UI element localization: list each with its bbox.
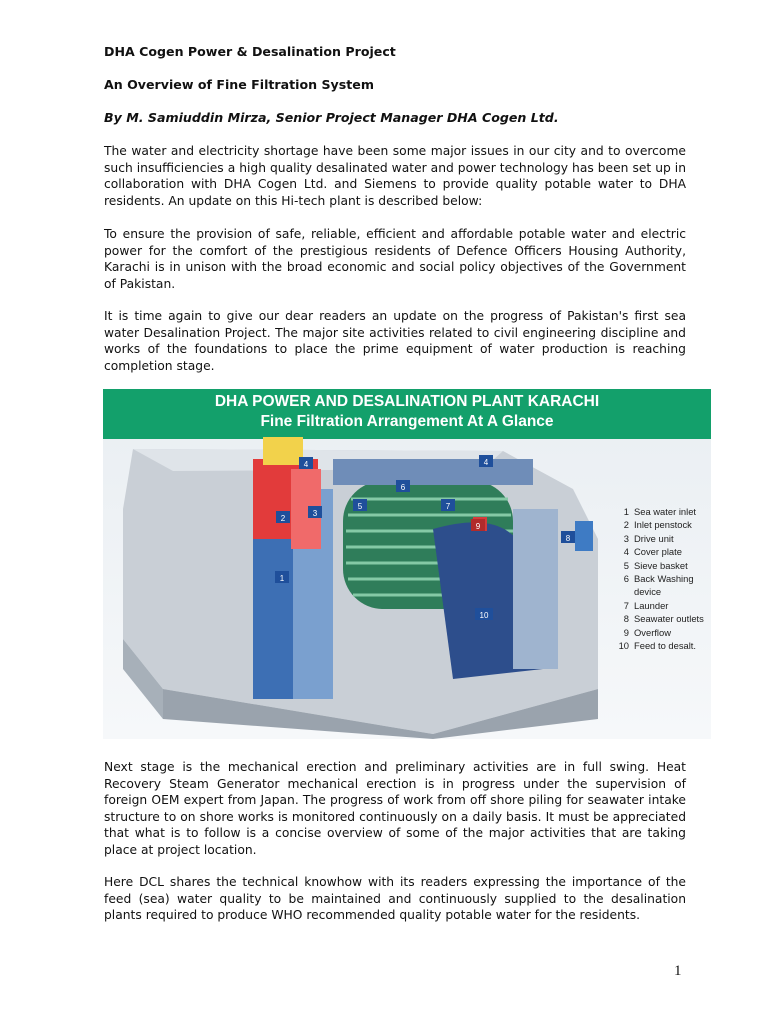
cover-plate <box>333 459 533 485</box>
figure-legend <box>615 505 711 652</box>
callout-5 <box>353 499 367 511</box>
paragraph-knowhow: Here DCL shares the technical knowhow with its readers expressing the importance of the feed (sea) water quality to be maintained and continuously supplied to the desalination plants required to produce WHO recommended quality potable water for the residents. <box>104 875 686 922</box>
svg-text:7: 7 <box>445 502 451 511</box>
callout-2 <box>276 511 290 523</box>
legend-item: 9 Overflow <box>623 626 671 638</box>
paragraph-provision: To ensure the provision of safe, reliable, efficient and affordable potable water and electric power for the comfort of the prestigious residents of Defence Officers Housing Authority, Karachi is in unison with the broad economic and social policy objectives of the Government of Pakistan. <box>104 227 686 291</box>
legend-item: 10 Feed to desalt. <box>618 640 697 652</box>
banner-subtitle: Fine Filtration Arrangement At A Glance <box>260 413 554 430</box>
svg-text:3: 3 <box>312 509 318 518</box>
legend-item: 1 Sea water inlet <box>623 506 697 517</box>
svg-text:1: 1 <box>279 574 285 583</box>
launder <box>513 509 558 669</box>
callout-9 <box>471 519 485 531</box>
callout-4b <box>479 455 493 467</box>
legend-item: 8 Seawater outlets <box>623 613 704 625</box>
svg-text:4: 4 <box>483 458 489 467</box>
legend-item: 2 Inlet penstock <box>623 519 692 531</box>
callout-3 <box>308 506 322 518</box>
callout-10 <box>475 608 493 620</box>
legend-item: 3 Drive unit <box>623 532 674 544</box>
drive-unit <box>263 437 303 465</box>
page-number: 1 <box>674 963 682 979</box>
project-title: DHA Cogen Power & Desalination Project <box>104 44 396 59</box>
banner-title: DHA POWER AND DESALINATION PLANT KARACHI <box>214 393 600 410</box>
paragraph-erection: Next stage is the mechanical erection and preliminary activities are in full swing. Heat Recovery Steam Generator mechanical erection is in progress under the supervision of foreign OEM expert from Japan. The progress of work from off shore piling for seawater intake structure to on shore works is monitored continuously on a daily basis. It must be appreciated that what is to follow is a concise overview of some of the major activities that are taking place at project location. <box>104 760 686 857</box>
article-title: An Overview of Fine Filtration System <box>104 77 374 92</box>
callout-4a <box>299 457 313 469</box>
byline: By M. Samiuddin Mirza, Senior Project Manager DHA Cogen Ltd. <box>104 110 559 125</box>
svg-text:2: 2 <box>280 514 286 523</box>
svg-text:5: 5 <box>357 502 363 511</box>
legend-item: 5 Sieve basket <box>623 559 688 571</box>
svg-text:4: 4 <box>303 460 309 469</box>
svg-text:10: 10 <box>479 611 489 620</box>
svg-text:9: 9 <box>475 522 481 531</box>
svg-text:6: 6 <box>400 483 406 492</box>
callout-8 <box>561 531 575 543</box>
callout-7 <box>441 499 455 511</box>
seawater-outlet <box>575 521 593 551</box>
callout-6 <box>396 480 410 492</box>
svg-text:8: 8 <box>565 534 571 543</box>
callout-1 <box>275 571 289 583</box>
legend-item: 4 Cover plate <box>623 546 682 558</box>
filtration-diagram <box>103 389 711 739</box>
paragraph-update: It is time again to give our dear readers an update on the progress of Pakistan's first sea water Desalination Project. The major site activities related to civil engineering discipline and works of the foundations to place the prime equipment of water production is reaching completion stage. <box>104 309 686 373</box>
paragraph-intro: The water and electricity shortage have been some major issues in our city and to overcome such insufficiencies a high quality desalinated water and power technology has been set up in collaboration with DHA Cogen Ltd. and Siemens to provide quality potable water to DHA residents. An update on this Hi-tech plant is described below: <box>104 144 686 208</box>
legend-item: 7 Launder <box>623 599 669 611</box>
legend-item: 6 Back Washing device <box>623 573 694 598</box>
